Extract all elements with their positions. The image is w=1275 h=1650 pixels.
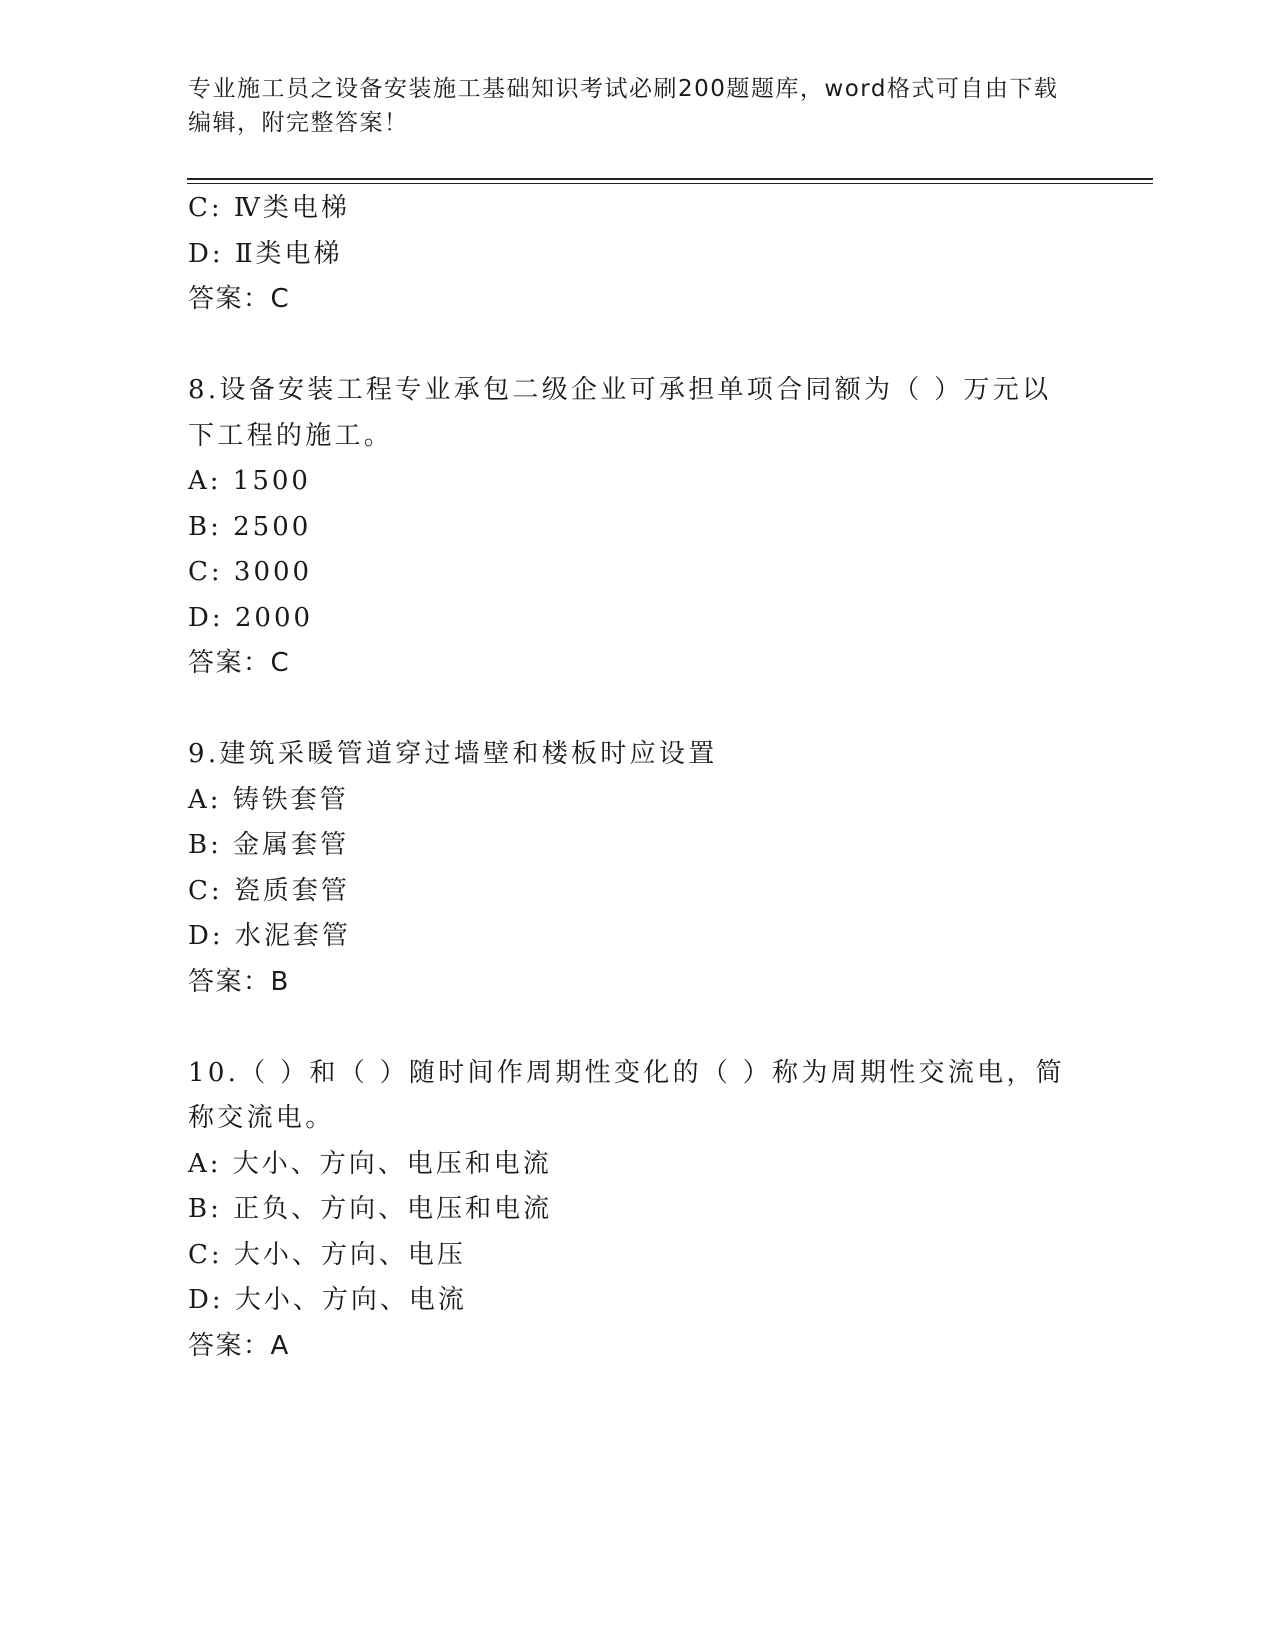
question-7-continued — [188, 186, 1088, 323]
option-d: D: Ⅱ类电梯 — [188, 238, 343, 269]
question-list — [188, 186, 1088, 1369]
option-a: A: 大小、方向、电压和电流 — [188, 1148, 552, 1179]
question-stem: 10.（ ）和（ ）随时间作周期性变化的（ ）称为周期性交流电，简称交流电。 — [188, 1057, 1066, 1133]
question-stem: 8.设备安装工程专业承包二级企业可承担单项合同额为（ ）万元以下工程的施工。 — [188, 375, 1052, 451]
option-d: D: 大小、方向、电流 — [188, 1285, 467, 1315]
option-b: B: 正负、方向、电压和电流 — [188, 1194, 553, 1224]
option-c: C: 瓷质套管 — [188, 875, 350, 906]
question-9 — [188, 732, 1088, 1005]
answer-line: 答案：B — [188, 966, 290, 997]
question-stem: 9.建筑采暖管道穿过墙壁和楼板时应设置 — [188, 739, 718, 769]
document-title: 专业施工员之设备安装施工基础知识考试必刷200题题库，word格式可自由下载编辑，附完整答案！ — [188, 76, 1059, 136]
header-rule-thick — [187, 178, 1153, 180]
option-c: C: 3000 — [188, 557, 313, 587]
answer-line: 答案：A — [188, 1330, 290, 1361]
option-d: D: 2000 — [188, 602, 314, 633]
question-8 — [188, 368, 1088, 687]
question-10 — [188, 1051, 1088, 1370]
option-d: D: 水泥套管 — [188, 921, 351, 951]
option-a: A: 铸铁套管 — [188, 784, 349, 815]
answer-line: 答案：C — [188, 284, 291, 314]
header-rule-thin — [187, 183, 1153, 184]
answer-line: 答案：C — [188, 648, 291, 678]
option-b: B: 金属套管 — [188, 830, 350, 860]
option-b: B: 2500 — [188, 511, 312, 542]
option-a: A: 1500 — [188, 466, 311, 496]
option-c: C: Ⅳ类电梯 — [188, 193, 350, 223]
option-c: C: 大小、方向、电压 — [188, 1239, 466, 1270]
document-header — [188, 72, 1068, 140]
